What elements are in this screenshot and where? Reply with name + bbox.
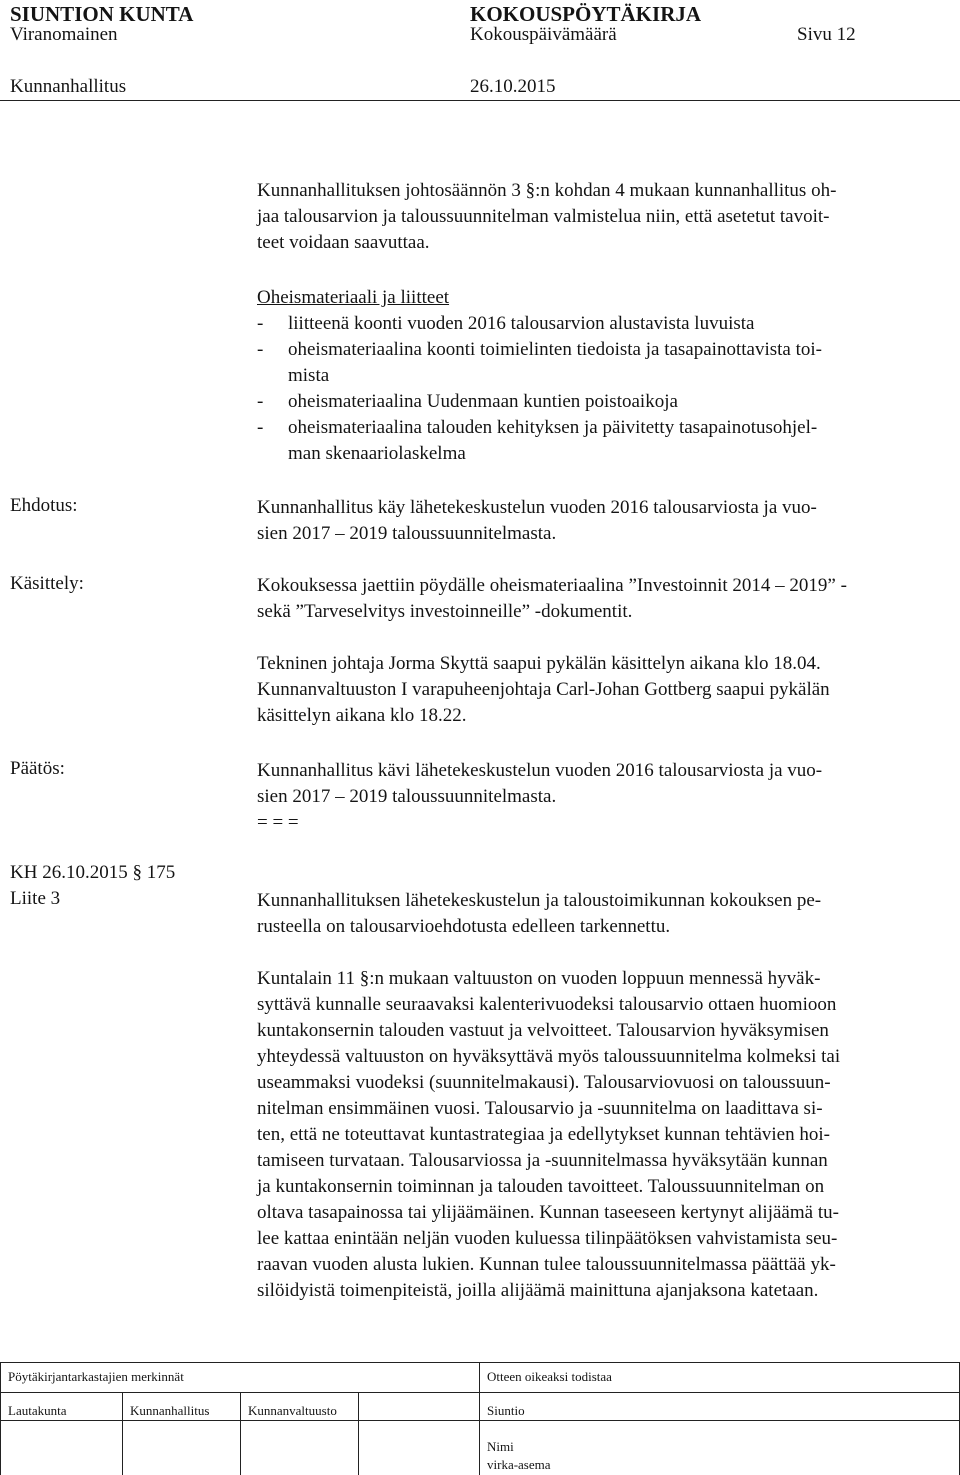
- place-label: Siuntio: [487, 1403, 525, 1418]
- text-line: ten, että ne toteuttavat kuntastrategiaa ja edellytykset kunnan tehtävien hoi-: [257, 1124, 830, 1145]
- text-line: syttävä kunnalle seuraavaksi kalenterivuodeksi talousarvio ottaen huomioon: [257, 994, 837, 1015]
- document-type: KOKOUSPÖYTÄKIRJA: [470, 2, 702, 26]
- text-line: nitelman ensimmäinen vuosi. Talousarvio ja -suunnitelma on laadittava si-: [257, 1098, 823, 1119]
- list-item-text: liitteenä koonti vuoden 2016 talousarvion alustavista luvuista: [288, 313, 755, 334]
- text-line: Kunnanhallitus käy lähetekeskustelun vuoden 2016 talousarviosta ja vuo-: [257, 497, 817, 518]
- decision-label: Päätös:: [10, 758, 65, 779]
- text-line: silöidyistä toimenpiteistä, joilla alijäämä mainittuna ajanjaksona katetaan.: [257, 1280, 819, 1301]
- name-label: Nimi: [487, 1439, 514, 1454]
- attachment-reference: Liite 3: [10, 888, 61, 909]
- header-rule: [0, 100, 960, 101]
- meeting-date-value: 26.10.2015: [470, 76, 556, 97]
- kh175-body: [257, 966, 840, 1304]
- text-line: sekä ”Tarveselvitys investoinneille” -dokumentit.: [257, 601, 633, 622]
- list-item-text: mista: [288, 365, 330, 386]
- section-reference: KH 26.10.2015 § 175: [10, 862, 176, 883]
- text-line: tamiseen turvataan. Talousarviossa ja -suunnitelmassa hyväksytään kunnan: [257, 1150, 828, 1171]
- authority-value: Kunnanhallitus: [10, 76, 127, 97]
- text-line: Kunnanhallituksen johtosäännön 3 §:n kohdan 4 mukaan kunnanhallitus oh-: [257, 180, 837, 201]
- text-line: Kunnanhallitus kävi lähetekeskustelun vuoden 2016 talousarviosta ja vuo-: [257, 760, 823, 781]
- reviewers-label: Pöytäkirjantarkastajien merkinnät: [8, 1369, 184, 1384]
- list-dash: -: [257, 339, 264, 360]
- municipality-name: SIUNTION KUNTA: [10, 2, 194, 26]
- body-label-council: Kunnanvaltuusto: [248, 1403, 337, 1418]
- body-label-board: Lautakunta: [8, 1403, 67, 1418]
- footer-lower-rule: [0, 1420, 960, 1421]
- text-line: Tekninen johtaja Jorma Skyttä saapui pykälän käsittelyn aikana klo 18.04.: [257, 653, 821, 674]
- text-line: rusteella on talousarvioehdotusta edelleen tarkennettu.: [257, 916, 671, 937]
- attachments-section: [257, 285, 449, 311]
- text-line: Kuntalain 11 §:n mukaan valtuuston on vuoden loppuun mennessä hyväk-: [257, 968, 821, 989]
- handling-arrivals: [257, 651, 830, 729]
- footer-middle-rule: [0, 1392, 960, 1393]
- text-line: jaa talousarvion ja taloussuunnitelman valmistelua niin, että asetetut tavoit-: [257, 206, 830, 227]
- handling-text: [257, 573, 847, 625]
- list-item-text: man skenaariolaskelma: [288, 443, 466, 464]
- certified-label: Otteen oikeaksi todistaa: [487, 1369, 612, 1384]
- text-line: sien 2017 – 2019 taloussuunnitelmasta.: [257, 786, 557, 807]
- footer-left-border: [0, 1362, 1, 1475]
- page-number: Sivu 12: [797, 24, 856, 45]
- text-line: Kokouksessa jaettiin pöydälle oheismateriaalina ”Investoinnit 2014 – 2019” -: [257, 575, 847, 596]
- kh175-intro: [257, 888, 821, 940]
- handling-label: Käsittely:: [10, 573, 84, 594]
- text-line: Kunnanhallituksen lähetekeskustelun ja taloustoimikunnan kokouksen pe-: [257, 890, 822, 911]
- text-line: yhteydessä valtuuston on hyväksyttävä myös taloussuunnitelma kolmeksi tai: [257, 1046, 841, 1067]
- end-mark: = = =: [257, 812, 299, 833]
- text-line: raavan vuoden alusta lukien. Kunnan tulee taloussuunnitelmassa päättää yk-: [257, 1254, 836, 1275]
- authority-label: Viranomainen: [10, 24, 118, 45]
- text-line: Kunnanvaltuuston I varapuheenjohtaja Carl-Johan Gottberg saapui pykälän: [257, 679, 830, 700]
- footer-top-rule: [0, 1362, 960, 1363]
- text-line: kuntakonsernin talouden vastuut ja velvoitteet. Talousarvion hyväksymisen: [257, 1020, 829, 1041]
- footer-column-divider: [240, 1392, 241, 1475]
- meeting-date-label: Kokouspäivämäärä: [470, 24, 617, 45]
- position-label: virka-asema: [487, 1457, 551, 1472]
- proposal-text: [257, 495, 817, 547]
- text-line: sien 2017 – 2019 taloussuunnitelmasta.: [257, 523, 557, 544]
- attachments-title: Oheismateriaali ja liitteet: [257, 287, 450, 308]
- intro-paragraph: [257, 178, 836, 256]
- text-line: ja kuntakonsernin toiminnan ja talouden tavoitteet. Taloussuunnitelman on: [257, 1176, 825, 1197]
- footer-center-divider: [479, 1362, 480, 1475]
- list-dash: -: [257, 417, 264, 438]
- list-dash: -: [257, 391, 264, 412]
- list-item-text: oheismateriaalina Uudenmaan kuntien poistoaikoja: [288, 391, 678, 412]
- text-line: useammaksi vuodeksi (suunnitelmakausi). Talousarviovuosi on taloussuun-: [257, 1072, 831, 1093]
- footer-column-divider: [358, 1392, 359, 1475]
- list-item-text: oheismateriaalina talouden kehityksen ja päivitetty tasapainotusohjel-: [288, 417, 818, 438]
- text-line: teet voidaan saavuttaa.: [257, 232, 430, 253]
- body-label-executive: Kunnanhallitus: [130, 1403, 210, 1418]
- list-item-text: oheismateriaalina koonti toimielinten tiedoista ja tasapainottavista toi-: [288, 339, 822, 360]
- list-dash: -: [257, 313, 264, 334]
- text-line: lee kattaa enintään neljän vuoden kuluessa tilinpäätöksen vahvistamista seu-: [257, 1228, 838, 1249]
- text-line: käsittelyn aikana klo 18.22.: [257, 705, 467, 726]
- text-line: oltava tasapainossa tai ylijäämäinen. Kunnan taseeseen kertynyt alijäämä tu-: [257, 1202, 839, 1223]
- decision-text: [257, 758, 822, 836]
- proposal-label: Ehdotus:: [10, 495, 78, 516]
- footer-column-divider: [122, 1392, 123, 1475]
